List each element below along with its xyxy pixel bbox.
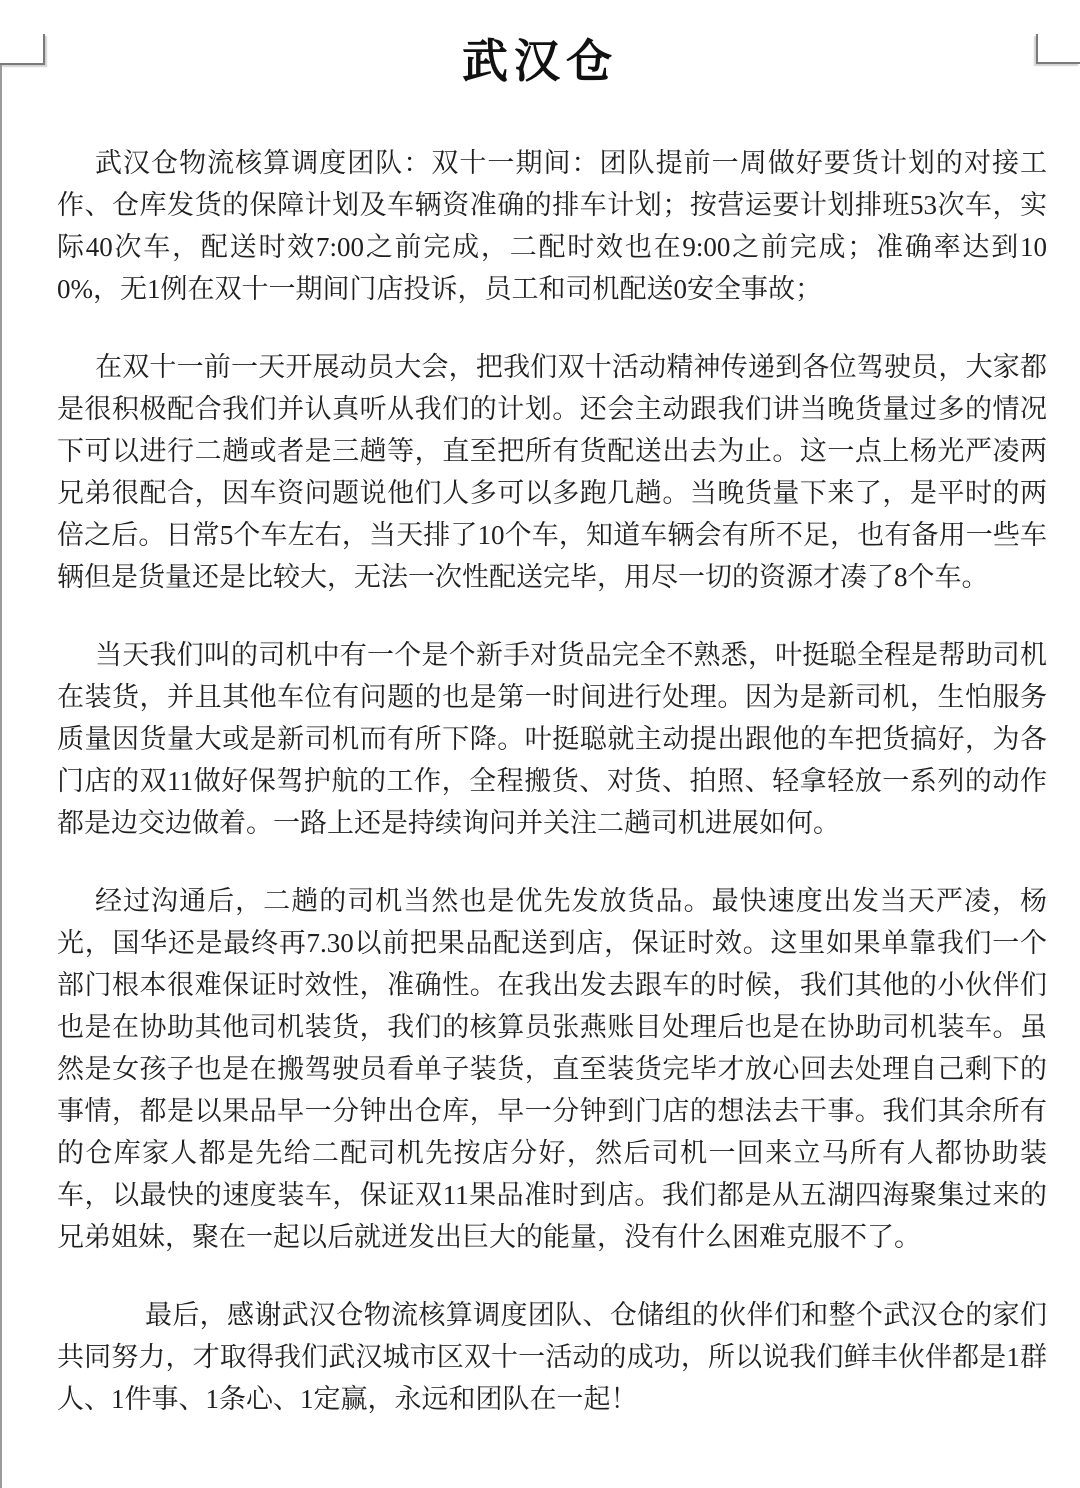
paragraph-teamwork-loading: 经过沟通后，二趟的司机当然也是优先发放货品。最快速度出发当天严凌，杨光，国华还是最终再7.30以前把果品配送到店，保证时效。这里如果单靠我们一个部门根本很难保证时效性，准确性。在我出发去跟车的时候，我们其他的小伙伴们也是在协助其他司机装货，我们的核算员张燕账目处理后也是在协助司机装车。虽然是女孩子也是在搬驾驶员看单子装货，直至装货完毕才放心回去处理自己剩下的事情，都是以果品早一分钟出仓库，早一分钟到门店的想法去干事。我们其余所有的仓库家人都是先给二配司机先按店分好，然后司机一回来立马所有人都协助装车，以最快的速度装车，保证双11果品准时到店。我们都是从五湖四海聚集过来的兄弟姐妹，聚在一起以后就迸发出巨大的能量，没有什么困难克服不了。 (57, 886, 1047, 1252)
top-right-corner-artifact (1036, 34, 1080, 64)
document-page (0, 34, 1080, 1488)
top-left-corner-artifact (0, 34, 45, 65)
left-edge-scan-line (0, 34, 2, 1488)
paragraph-mobilization-meeting: 在双十一前一天开展动员大会，把我们双十活动精神传递到各位驾驶员，大家都是很积极配合我们并认真听从我们的计划。还会主动跟我们讲当晚货量过多的情况下可以进行二趟或者是三趟等，直至把所有货配送出去为止。这一点上杨光严凌两兄弟很配合，因车资问题说他们人多可以多跑几趟。当晚货量下来了，是平时的两倍之后。日常5个车左右，当天排了10个车，知道车辆会有所不足，也有备用一些车辆但是货量还是比较大，无法一次性配送完毕，用尽一切的资源才凑了8个车。 (57, 352, 1047, 592)
paragraph-overview: 武汉仓物流核算调度团队：双十一期间：团队提前一周做好要货计划的对接工作、仓库发货的保障计划及车辆资准确的排车计划；按营运要计划排班53次车，实际40次车，配送时效7:00之前完成，二配时效也在9:00之前完成；准确率达到100%，无1例在双十一期间门店投诉，员工和司机配送0安全事故； (57, 148, 1047, 304)
page-title (0, 34, 1080, 90)
paragraph-closing-thanks: 最后，感谢武汉仓物流核算调度团队、仓储组的伙伴们和整个武汉仓的家们共同努力，才取得我们武汉城市区双十一活动的成功，所以说我们鲜丰伙伴都是1群人、1件事、1条心、1定赢，永远和团队在一起！ (57, 1300, 1047, 1414)
page-title-text: 武汉仓 (462, 36, 618, 87)
document-body (57, 142, 1047, 1420)
paragraph-new-driver-support: 当天我们叫的司机中有一个是个新手对货品完全不熟悉，叶挺聪全程是帮助司机在装货，并且其他车位有问题的也是第一时间进行处理。因为是新司机，生怕服务质量因货量大或是新司机而有所下降。叶挺聪就主动提出跟他的车把货搞好，为各门店的双11做好保驾护航的工作，全程搬货、对货、拍照、轻拿轻放一系列的动作都是边交边做着。一路上还是持续询问并关注二趟司机进展如何。 (57, 640, 1047, 838)
